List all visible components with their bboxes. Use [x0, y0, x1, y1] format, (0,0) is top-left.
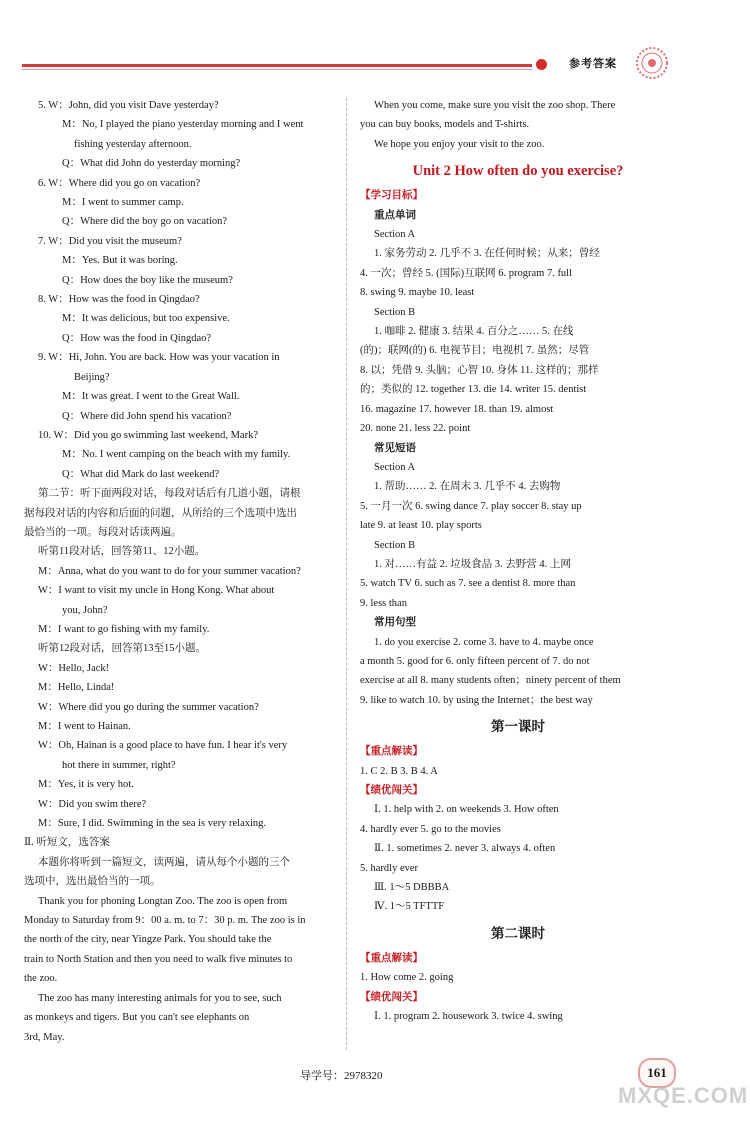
- text-line: fishing yesterday afternoon.: [74, 138, 192, 150]
- text-line: When you come, make sure you visit the zoo shop. There: [374, 100, 616, 111]
- text-line: 的；类似的 12. together 13. die 14. writer 15. dentist: [360, 384, 587, 396]
- text-line: you can buy books, models and T-shirts.: [360, 119, 530, 131]
- text-line: 6. W：Where did you go on vacation?: [38, 177, 201, 189]
- text-line: 1. 对……有益 2. 垃圾食品 3. 去野营 4. 上网: [374, 558, 571, 570]
- text-line: 听第12段对话，回答第13至15小题。: [38, 643, 206, 655]
- unit-title: Unit 2 How often do you exercise?: [412, 163, 624, 180]
- text-line: M：It was delicious, but too expensive.: [62, 313, 230, 325]
- sentence-answers: [360, 633, 676, 711]
- text-line: 10. W：Did you go swimming last weekend, Mark?: [38, 429, 258, 441]
- text-line: you, John?: [62, 604, 108, 616]
- lesson2-title: 第二课时: [491, 925, 545, 941]
- text-line: 据每段对话的内容和后面的问题，从所给的三个选项中选出: [24, 507, 297, 519]
- text-line: Section B: [374, 306, 416, 318]
- text-line: Q：How was the food in Qingdao?: [62, 332, 212, 344]
- zoo-passage-end: [360, 96, 676, 154]
- left-column: [24, 96, 338, 1047]
- text-line: Section B: [374, 539, 416, 551]
- text-line: W：Did you swim there?: [38, 798, 147, 810]
- lesson2-key-answers: 1. How come 2. going: [360, 972, 454, 984]
- text-line: M：I want to go fishing with my family.: [38, 623, 210, 635]
- text-line: 1. 帮助…… 2. 在周末 3. 几乎不 4. 去购物: [374, 481, 561, 493]
- phrases-heading: 常见短语: [374, 442, 416, 454]
- text-line: the zoo.: [24, 973, 58, 985]
- vocab-answers: [360, 225, 676, 438]
- lesson1-key-answers: 1. C 2. B 3. B 4. A: [360, 765, 438, 777]
- text-line: Q：What did Mark do last weekend?: [62, 468, 220, 480]
- text-line: W：I want to visit my uncle in Hong Kong. What about: [38, 585, 275, 597]
- text-line: M：It was great. I went to the Great Wall.: [62, 391, 240, 403]
- header-dot-icon: [536, 59, 547, 70]
- text-line: M：No, I played the piano yesterday morning and I went: [62, 119, 304, 131]
- text-line: 8. swing 9. maybe 10. least: [360, 287, 475, 299]
- text-line: M：I went to Hainan.: [38, 721, 131, 732]
- text-line: Q：What did John do yesterday morning?: [62, 158, 241, 170]
- text-line: M：Sure, I did. Swimming in the sea is very relaxing.: [38, 818, 267, 830]
- column-divider: [346, 98, 347, 1050]
- page-number: 161: [638, 1058, 676, 1088]
- site-watermark: MXQE.COM: [618, 1083, 749, 1108]
- text-line: 8. 以；凭借 9. 头脑；心智 10. 身体 11. 这样的；那样: [360, 364, 599, 376]
- text-line: M：Hello, Linda!: [38, 682, 115, 694]
- text-line: 9. W：Hi, John. You are back. How was your vacation in: [38, 352, 280, 364]
- text-line: Section A: [374, 461, 416, 473]
- text-line: 第二节：听下面两段对话，每段对话后有几道小题，请根: [38, 488, 301, 500]
- text-line: Monday to Saturday from 9：00 a. m. to 7：30 p. m. The zoo is in: [24, 915, 306, 927]
- text-line: M：I went to summer camp.: [62, 197, 184, 209]
- text-line: 16. magazine 17. however 18. than 19. almost: [360, 403, 554, 415]
- text-line: late 9. at least 10. play sports: [360, 520, 482, 532]
- text-line: Ⅳ. 1～5 TFTTF: [374, 901, 445, 913]
- text-line: Ⅱ. 听短文，选答案: [24, 837, 110, 849]
- header-title: 参考答案: [569, 58, 617, 70]
- text-line: 9. like to watch 10. by using the Internet；the best way: [360, 694, 593, 706]
- header-rule: [22, 64, 532, 67]
- text-line: M：Yes. But it was boring.: [62, 255, 178, 267]
- lesson1-answers: [360, 800, 676, 916]
- text-line: 8. W：How was the food in Qingdao?: [38, 294, 200, 306]
- text-line: 9. less than: [360, 597, 407, 609]
- text-line: Q：Where did the boy go on vacation?: [62, 216, 228, 228]
- text-line: 4. 一次；曾经 5. (国际)互联网 6. program 7. full: [360, 267, 573, 279]
- text-line: Q：Where did John spend his vacation?: [62, 410, 232, 422]
- text-line: W：Oh, Hainan is a good place to have fun. I hear it's very: [38, 740, 288, 752]
- text-line: 1. 家务劳动 2. 几乎不 3. 在任何时候；从来；曾经: [374, 248, 600, 260]
- text-line: 听第11段对话，回答第11、12小题。: [38, 546, 206, 558]
- text-line: 5. 一月一次 6. swing dance 7. play soccer 8. stay up: [360, 500, 582, 512]
- text-line: 20. none 21. less 22. point: [360, 423, 471, 435]
- text-line: 4. hardly ever 5. go to the movies: [360, 823, 501, 835]
- lesson2-answers: [360, 1007, 676, 1026]
- text-line: Ⅲ. 1～5 DBBBA: [374, 882, 450, 894]
- text-line: exercise at all 8. many students often；ninety percent of them: [360, 675, 621, 687]
- text-line: 3rd, May.: [24, 1031, 65, 1043]
- text-line: Ⅰ. 1. program 2. housework 3. twice 4. swing: [374, 1011, 563, 1023]
- text-line: Ⅰ. 1. help with 2. on weekends 3. How often: [374, 804, 559, 816]
- vocab-heading: 重点单词: [374, 209, 416, 221]
- text-line: Beijing?: [74, 371, 110, 383]
- text-line: the north of the city, near Yingze Park. You should take the: [24, 934, 272, 946]
- text-line: W：Where did you go during the summer vacation?: [38, 701, 259, 713]
- text-line: 1. 咖啡 2. 健康 3. 结果 4. 百分之…… 5. 在线: [374, 326, 574, 338]
- text-line: 7. W：Did you visit the museum?: [38, 235, 182, 247]
- text-line: Q：How does the boy like the museum?: [62, 274, 233, 286]
- lesson2-key-tag: 【重点解读】: [360, 952, 423, 964]
- text-line: M：Anna, what do you want to do for your summer vacation?: [38, 565, 301, 577]
- right-column: [360, 96, 676, 1026]
- guide-number: 导学号：2978320: [300, 1070, 383, 1082]
- text-line: The zoo has many interesting animals for you to see, such: [38, 992, 282, 1004]
- phrase-answers: [360, 458, 676, 613]
- text-line: hot there in summer, right?: [62, 759, 176, 771]
- text-line: (的)；联网(的) 6. 电视节目；电视机 7. 虽然；尽管: [360, 345, 590, 357]
- text-line: train to North Station and then you need to walk five minutes to: [24, 953, 293, 965]
- text-line: Section A: [374, 229, 416, 241]
- text-line: as monkeys and tigers. But you can't see elephants on: [24, 1012, 250, 1024]
- text-line: We hope you enjoy your visit to the zoo.: [374, 138, 545, 150]
- text-line: 5. W：John, did you visit Dave yesterday?: [38, 100, 219, 111]
- sentences-heading: 常用句型: [374, 617, 416, 629]
- learning-goals-tag: 【学习目标】: [360, 190, 423, 202]
- text-line: 最恰当的一项。每段对话读两遍。: [24, 526, 182, 538]
- text-line: M：No. I went camping on the beach with my family.: [62, 449, 291, 461]
- text-line: 5. hardly ever: [360, 862, 419, 874]
- flower-logo-icon: [634, 45, 670, 81]
- text-line: W：Hello, Jack!: [38, 662, 110, 674]
- text-line: 5. watch TV 6. such as 7. see a dentist 8. more than: [360, 578, 576, 590]
- text-line: Thank you for phoning Longtan Zoo. The zoo is open from: [38, 895, 288, 907]
- lesson1-excel-tag: 【绩优闯关】: [360, 785, 423, 796]
- text-line: 选项中，选出最恰当的一项。: [24, 876, 161, 888]
- text-line: 1. do you exercise 2. come 3. have to 4. maybe once: [374, 636, 594, 648]
- text-line: 本题你将听到一篇短文，读两遍，请从每个小题的三个: [38, 856, 290, 868]
- header-rule-thin: [22, 69, 532, 70]
- lesson2-excel-tag: 【绩优闯关】: [360, 991, 423, 1003]
- text-line: M：Yes, it is very hot.: [38, 779, 134, 791]
- text-line: Ⅱ. 1. sometimes 2. never 3. always 4. often: [374, 843, 556, 855]
- lesson1-key-tag: 【重点解读】: [360, 746, 423, 758]
- text-line: a month 5. good for 6. only fifteen percent of 7. do not: [360, 655, 590, 667]
- lesson1-title: 第一课时: [491, 719, 545, 735]
